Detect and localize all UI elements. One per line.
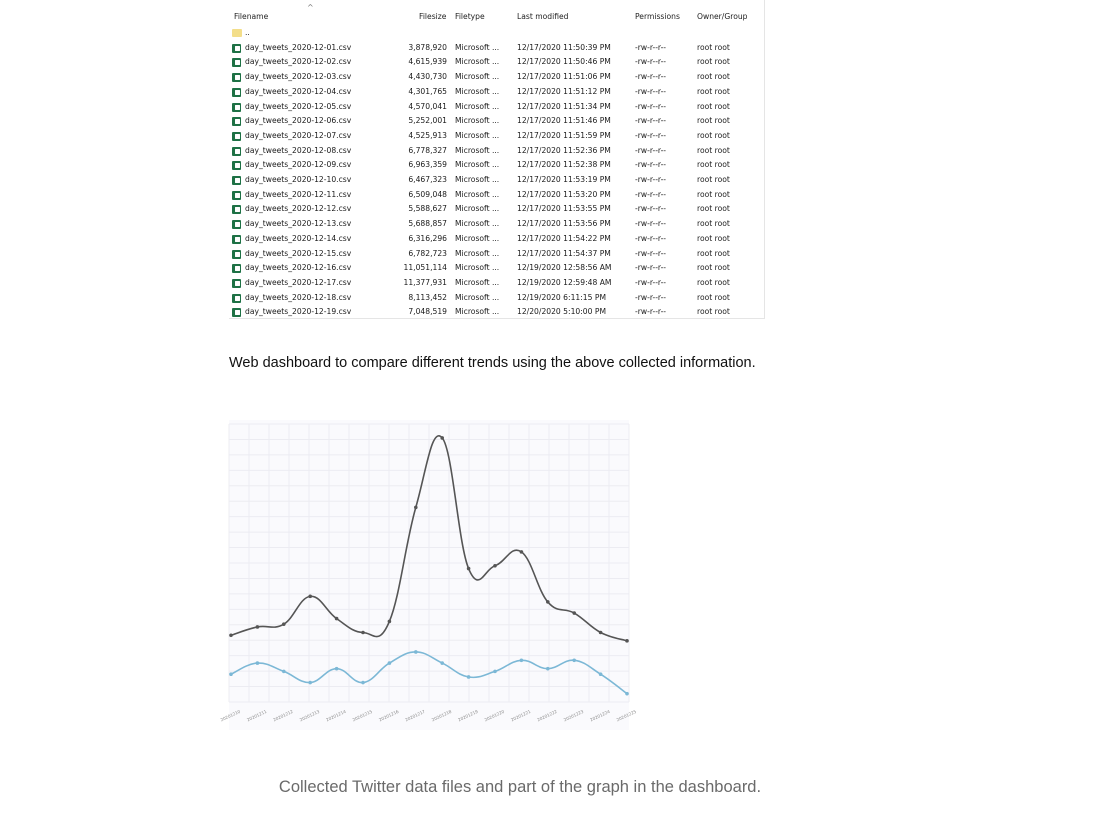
data-point-series-1[interactable] — [572, 611, 576, 615]
x-tick-label: 20201221 — [510, 708, 532, 723]
file-modified: 12/17/2020 11:53:55 PM — [517, 204, 611, 214]
file-size: 5,688,857 — [408, 219, 447, 229]
file-size: 8,113,452 — [408, 292, 447, 302]
file-name: day_tweets_2020-12-11.csv — [245, 189, 352, 199]
x-tick-label: 20201214 — [325, 708, 347, 723]
data-point-series-2[interactable] — [599, 672, 603, 676]
folder-icon — [232, 29, 242, 37]
file-name: day_tweets_2020-12-13.csv — [245, 219, 352, 229]
file-size: 11,051,114 — [403, 263, 447, 273]
file-row[interactable] — [229, 55, 764, 70]
column-header-last-modified[interactable]: Last modified — [517, 12, 569, 21]
file-type: Microsoft ... — [455, 101, 500, 111]
file-modified: 12/17/2020 11:52:36 PM — [517, 145, 611, 155]
file-permissions: -rw-r--r-- — [635, 219, 667, 229]
file-modified: 12/17/2020 11:52:38 PM — [517, 160, 611, 170]
file-type: Microsoft ... — [455, 219, 500, 229]
excel-file-icon — [232, 250, 241, 259]
file-modified: 12/17/2020 11:50:39 PM — [517, 42, 611, 52]
file-type: Microsoft ... — [455, 130, 500, 140]
column-header-filesize[interactable]: Filesize — [419, 12, 447, 21]
file-size: 4,615,939 — [408, 57, 447, 67]
file-row[interactable] — [229, 85, 764, 100]
file-size: 4,570,041 — [408, 101, 447, 111]
file-modified: 12/17/2020 11:53:19 PM — [517, 175, 611, 184]
file-owner-group: root root — [697, 277, 730, 287]
file-size: 4,525,913 — [408, 130, 447, 140]
file-type: Microsoft ... — [455, 248, 500, 258]
file-name: day_tweets_2020-12-09.csv — [245, 160, 352, 170]
data-point-series-2[interactable] — [493, 670, 497, 674]
file-name: day_tweets_2020-12-07.csv — [245, 130, 352, 140]
intro-text: Web dashboard to compare different trends using the above collected information. — [229, 355, 756, 371]
file-type: Microsoft ... — [455, 189, 500, 199]
file-permissions: -rw-r--r-- — [635, 57, 667, 67]
file-type: Microsoft ... — [455, 116, 500, 126]
file-type: Microsoft ... — [455, 233, 500, 243]
file-permissions: -rw-r--r-- — [635, 42, 667, 52]
file-owner-group: root root — [697, 233, 730, 243]
data-point-series-2[interactable] — [361, 681, 365, 685]
column-header-filename[interactable]: Filename — [234, 12, 269, 21]
data-point-series-2[interactable] — [335, 667, 339, 671]
file-modified: 12/17/2020 11:53:56 PM — [517, 219, 611, 229]
file-owner-group: root root — [697, 160, 730, 170]
file-modified: 12/17/2020 11:51:12 PM — [517, 86, 611, 96]
excel-file-icon — [232, 44, 241, 53]
excel-file-icon — [232, 191, 241, 200]
file-row[interactable] — [229, 232, 764, 247]
data-point-series-2[interactable] — [414, 650, 418, 654]
excel-file-icon — [232, 88, 241, 97]
file-permissions: -rw-r--r-- — [635, 160, 667, 170]
file-modified: 12/17/2020 11:51:59 PM — [517, 130, 611, 140]
file-type: Microsoft ... — [455, 277, 500, 287]
file-modified: 12/20/2020 5:10:00 PM — [517, 307, 607, 317]
file-permissions: -rw-r--r-- — [635, 189, 667, 199]
parent-directory-label: .. — [245, 28, 250, 37]
excel-file-icon — [232, 308, 241, 317]
parent-directory-row[interactable] — [229, 26, 764, 41]
file-permissions: -rw-r--r-- — [635, 248, 667, 258]
file-size: 6,963,359 — [408, 160, 447, 170]
file-modified: 12/17/2020 11:50:46 PM — [517, 57, 611, 67]
excel-file-icon — [232, 205, 241, 214]
excel-file-icon — [232, 132, 241, 141]
file-permissions: -rw-r--r-- — [635, 175, 667, 184]
file-owner-group: root root — [697, 292, 730, 302]
file-listing-panel — [229, 0, 765, 319]
file-name: day_tweets_2020-12-01.csv — [245, 42, 352, 52]
figure-caption: Collected Twitter data files and part of the graph in the dashboard. — [278, 778, 762, 796]
excel-file-icon — [232, 73, 241, 82]
file-owner-group: root root — [697, 307, 730, 317]
file-row[interactable] — [229, 173, 764, 188]
data-point-series-1[interactable] — [414, 506, 418, 510]
x-tick-label: 20201217 — [404, 708, 426, 723]
file-type: Microsoft ... — [455, 57, 500, 67]
file-size: 5,252,001 — [408, 116, 447, 126]
file-type: Microsoft ... — [455, 72, 500, 82]
file-row[interactable] — [229, 129, 764, 144]
data-point-series-1[interactable] — [388, 620, 392, 624]
file-size: 6,778,327 — [408, 145, 447, 155]
excel-file-icon — [232, 220, 241, 229]
file-row[interactable] — [229, 291, 764, 306]
file-name: day_tweets_2020-12-10.csv — [245, 175, 352, 184]
column-header-permissions[interactable]: Permissions — [635, 12, 680, 21]
excel-file-icon — [232, 58, 241, 67]
x-tick-label: 20201218 — [430, 708, 453, 723]
column-header-owner-group[interactable]: Owner/Group — [697, 12, 748, 21]
data-point-series-1[interactable] — [335, 617, 339, 621]
file-permissions: -rw-r--r-- — [635, 263, 667, 273]
sort-ascending-icon[interactable]: ^ — [307, 3, 314, 12]
x-tick-label: 20201216 — [378, 708, 400, 723]
data-point-series-1[interactable] — [625, 639, 629, 643]
data-point-series-2[interactable] — [625, 692, 629, 696]
data-point-series-1[interactable] — [520, 550, 524, 554]
file-size: 6,316,296 — [408, 233, 447, 243]
file-size: 6,509,048 — [408, 189, 447, 199]
data-point-series-2[interactable] — [308, 681, 312, 685]
x-tick-label: 20201211 — [246, 708, 268, 723]
x-tick-label: 20201219 — [457, 708, 479, 723]
file-modified: 12/19/2020 12:58:56 AM — [517, 263, 612, 273]
file-type: Microsoft ... — [455, 145, 500, 155]
file-name: day_tweets_2020-12-19.csv — [245, 307, 352, 317]
file-row[interactable] — [229, 144, 764, 159]
file-name: day_tweets_2020-12-14.csv — [245, 233, 352, 243]
data-point-series-2[interactable] — [229, 672, 233, 676]
file-modified: 12/17/2020 11:53:20 PM — [517, 189, 611, 199]
file-owner-group: root root — [697, 219, 730, 229]
file-row[interactable] — [229, 202, 764, 217]
file-name: day_tweets_2020-12-05.csv — [245, 101, 352, 111]
data-point-series-2[interactable] — [572, 659, 576, 663]
file-modified: 12/17/2020 11:54:22 PM — [517, 233, 611, 243]
file-type: Microsoft ... — [455, 307, 500, 317]
excel-file-icon — [232, 161, 241, 170]
file-owner-group: root root — [697, 101, 730, 111]
excel-file-icon — [232, 117, 241, 126]
file-name: day_tweets_2020-12-06.csv — [245, 116, 352, 126]
data-point-series-2[interactable] — [388, 661, 392, 665]
data-point-series-1[interactable] — [546, 600, 550, 604]
file-permissions: -rw-r--r-- — [635, 130, 667, 140]
data-point-series-1[interactable] — [440, 436, 444, 440]
file-permissions: -rw-r--r-- — [635, 292, 667, 302]
data-point-series-1[interactable] — [493, 564, 497, 568]
file-size: 4,430,730 — [408, 72, 447, 82]
x-tick-label: 20201220 — [483, 708, 506, 723]
file-modified: 12/17/2020 11:54:37 PM — [517, 248, 611, 258]
file-permissions: -rw-r--r-- — [635, 277, 667, 287]
data-point-series-2[interactable] — [282, 670, 286, 674]
file-row[interactable] — [229, 305, 764, 320]
file-size: 6,782,723 — [408, 248, 447, 258]
column-header-filetype[interactable]: Filetype — [455, 12, 485, 21]
file-type: Microsoft ... — [455, 160, 500, 170]
file-row[interactable] — [229, 70, 764, 85]
file-type: Microsoft ... — [455, 86, 500, 96]
x-tick-label: 20201225 — [615, 708, 638, 723]
file-name: day_tweets_2020-12-16.csv — [245, 263, 352, 273]
file-size: 4,301,765 — [408, 86, 447, 96]
excel-file-icon — [232, 264, 241, 273]
data-point-series-1[interactable] — [256, 625, 260, 629]
file-permissions: -rw-r--r-- — [635, 86, 667, 96]
file-size: 11,377,931 — [403, 277, 447, 287]
file-modified: 12/19/2020 6:11:15 PM — [517, 292, 607, 302]
file-type: Microsoft ... — [455, 42, 500, 52]
file-row[interactable] — [229, 247, 764, 262]
file-row[interactable] — [229, 188, 764, 203]
data-point-series-2[interactable] — [520, 659, 524, 663]
file-permissions: -rw-r--r-- — [635, 204, 667, 214]
file-name: day_tweets_2020-12-15.csv — [245, 248, 352, 258]
file-permissions: -rw-r--r-- — [635, 233, 667, 243]
file-owner-group: root root — [697, 204, 730, 214]
file-row[interactable] — [229, 276, 764, 291]
data-point-series-1[interactable] — [467, 567, 471, 571]
file-name: day_tweets_2020-12-12.csv — [245, 204, 352, 214]
file-row[interactable] — [229, 114, 764, 129]
file-owner-group: root root — [697, 86, 730, 96]
file-permissions: -rw-r--r-- — [635, 72, 667, 82]
file-size: 6,467,323 — [408, 175, 447, 184]
file-owner-group: root root — [697, 248, 730, 258]
data-point-series-2[interactable] — [256, 661, 260, 665]
x-tick-label: 20201224 — [589, 708, 611, 723]
excel-file-icon — [232, 294, 241, 303]
trend-line-chart — [219, 420, 638, 730]
file-row[interactable] — [229, 217, 764, 232]
excel-file-icon — [232, 279, 241, 288]
file-owner-group: root root — [697, 145, 730, 155]
file-owner-group: root root — [697, 72, 730, 82]
file-permissions: -rw-r--r-- — [635, 116, 667, 126]
file-modified: 12/19/2020 12:59:48 AM — [517, 277, 612, 287]
file-row[interactable] — [229, 100, 764, 115]
excel-file-icon — [232, 147, 241, 156]
data-point-series-1[interactable] — [361, 631, 365, 635]
file-permissions: -rw-r--r-- — [635, 101, 667, 111]
excel-file-icon — [232, 103, 241, 112]
excel-file-icon — [232, 176, 241, 185]
file-type: Microsoft ... — [455, 263, 500, 273]
file-size: 7,048,519 — [408, 307, 447, 317]
file-owner-group: root root — [697, 189, 730, 199]
file-owner-group: root root — [697, 263, 730, 273]
x-tick-label: 20201213 — [298, 708, 321, 723]
file-row[interactable] — [229, 158, 764, 173]
file-modified: 12/17/2020 11:51:06 PM — [517, 72, 611, 82]
file-modified: 12/17/2020 11:51:46 PM — [517, 116, 611, 126]
data-point-series-1[interactable] — [229, 633, 233, 637]
file-row[interactable] — [229, 261, 764, 276]
file-name: day_tweets_2020-12-04.csv — [245, 86, 352, 96]
file-owner-group: root root — [697, 130, 730, 140]
data-point-series-2[interactable] — [546, 667, 550, 671]
file-owner-group: root root — [697, 116, 730, 126]
file-name: day_tweets_2020-12-18.csv — [245, 292, 352, 302]
data-point-series-1[interactable] — [308, 595, 312, 599]
file-permissions: -rw-r--r-- — [635, 307, 667, 317]
file-row[interactable] — [229, 41, 764, 56]
file-owner-group: root root — [697, 42, 730, 52]
x-tick-label: 20201212 — [272, 708, 294, 723]
x-tick-label: 20201223 — [562, 708, 585, 723]
file-name: day_tweets_2020-12-17.csv — [245, 277, 352, 287]
file-owner-group: root root — [697, 175, 730, 184]
data-point-series-2[interactable] — [467, 675, 471, 679]
x-tick-label: 20201215 — [351, 708, 374, 723]
file-size: 5,588,627 — [408, 204, 447, 214]
file-owner-group: root root — [697, 57, 730, 67]
data-point-series-1[interactable] — [599, 631, 603, 635]
x-tick-label: 20201222 — [536, 708, 558, 723]
excel-file-icon — [232, 235, 241, 244]
file-name: day_tweets_2020-12-02.csv — [245, 57, 352, 67]
file-modified: 12/17/2020 11:51:34 PM — [517, 101, 611, 111]
file-permissions: -rw-r--r-- — [635, 145, 667, 155]
x-tick-label: 20201210 — [219, 708, 242, 723]
data-point-series-2[interactable] — [440, 661, 444, 665]
file-name: day_tweets_2020-12-08.csv — [245, 145, 352, 155]
file-type: Microsoft ... — [455, 175, 500, 184]
file-type: Microsoft ... — [455, 204, 500, 214]
file-name: day_tweets_2020-12-03.csv — [245, 72, 352, 82]
file-type: Microsoft ... — [455, 292, 500, 302]
data-point-series-1[interactable] — [282, 622, 286, 626]
file-size: 3,878,920 — [408, 42, 447, 52]
